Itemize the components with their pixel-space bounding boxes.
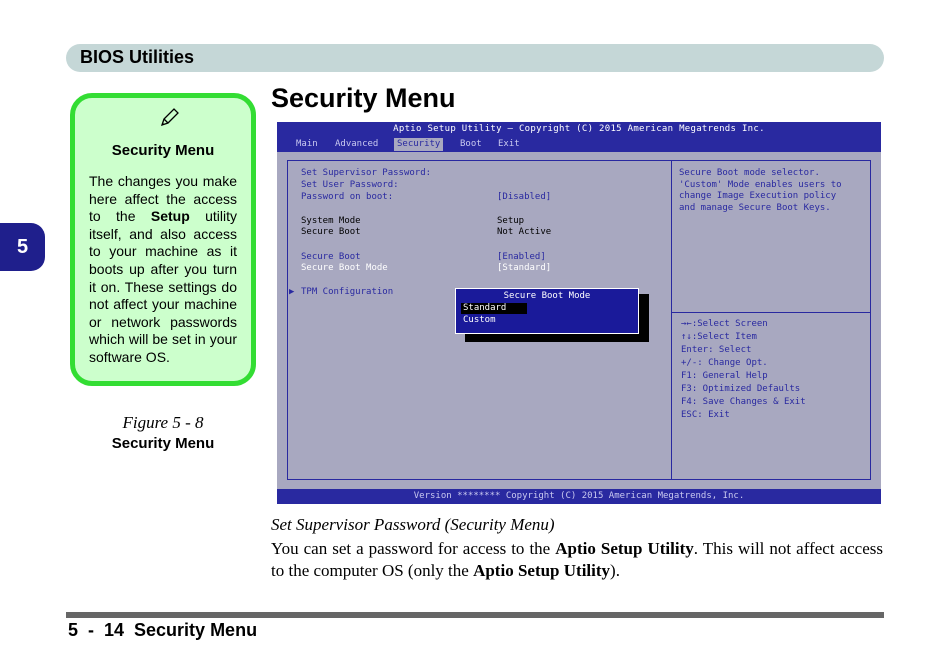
- bios-tab-boot[interactable]: Boot: [460, 139, 482, 149]
- note-body-part-2: utility itself, and also access to your machine as it boots up after you turn it on. These settings do not affect your machine or network passwords which will be set in your software OS.: [89, 208, 237, 365]
- system-mode-value: Setup: [497, 216, 525, 226]
- set-user-password[interactable]: Set User Password:: [301, 180, 399, 190]
- note-body-bold: Setup: [150, 208, 190, 225]
- section-heading: Set Supervisor Password (Security Menu): [271, 515, 555, 534]
- secure-boot-status: Secure Boot: [301, 227, 361, 237]
- chapter-tab: 5: [0, 223, 45, 271]
- submenu-arrow-icon: ▶: [289, 287, 295, 297]
- figure-number: Figure 5 - 8: [122, 413, 204, 432]
- tpm-configuration[interactable]: TPM Configuration: [301, 287, 394, 297]
- bios-tab-main[interactable]: Main: [296, 139, 318, 149]
- bios-title: Aptio Setup Utility – Copyright (C) 2015 American Megatrends Inc.: [277, 122, 881, 137]
- header-bar: [66, 44, 884, 72]
- popup-option-custom[interactable]: Custom: [463, 315, 496, 325]
- bios-tab-exit[interactable]: Exit: [498, 139, 520, 149]
- figure-caption: [70, 413, 256, 452]
- section-text-2: . This will not affect access to the computer OS (only the: [271, 539, 883, 580]
- footer-text: 5 - 14 Security Menu: [68, 620, 258, 640]
- secure-boot-mode[interactable]: Secure Boot Mode: [301, 263, 388, 273]
- page-title: Security Menu: [271, 83, 456, 113]
- figure-title: Security Menu: [111, 435, 215, 452]
- section-bold-2: Aptio Setup Utility: [473, 561, 611, 580]
- bios-divider-horizontal: [672, 312, 871, 313]
- popup-option-standard[interactable]: Standard: [461, 303, 527, 314]
- secure-boot[interactable]: Secure Boot: [301, 252, 361, 262]
- section-text-3: ).: [610, 561, 620, 580]
- bios-tabs: [277, 137, 881, 152]
- bios-key-legend: →←:Select Screen ↑↓:Select Item Enter: Select +/-: Change Opt. F1: General Help F3: Optimized Defaults F4: Save Changes & Exit ESC: Exit: [681, 319, 806, 420]
- secure-boot-status-value: Not Active: [497, 227, 552, 237]
- bios-divider: [671, 160, 672, 480]
- bios-screenshot: [277, 122, 881, 504]
- secure-boot-value: [Enabled]: [497, 252, 546, 262]
- section-bold-1: Aptio Setup Utility: [555, 539, 694, 558]
- set-supervisor-password[interactable]: Set Supervisor Password:: [301, 168, 432, 178]
- note-body: [89, 173, 237, 367]
- secure-boot-mode-value: [Standard]: [497, 263, 552, 273]
- section-text: [271, 538, 883, 582]
- bios-footer: Version ******** Copyright (C) 2015 American Megatrends, Inc.: [277, 489, 881, 504]
- header-title: BIOS Utilities: [80, 47, 195, 67]
- system-mode: System Mode: [301, 216, 361, 226]
- section-text-1: You can set a password for access to the: [271, 539, 556, 558]
- password-on-boot[interactable]: Password on boot:: [301, 192, 394, 202]
- note-box: [70, 93, 256, 386]
- note-title: Security Menu: [111, 142, 215, 159]
- note-body-part-1: The changes you make here affect the access to the: [89, 173, 237, 225]
- bios-help-text: Secure Boot mode selector. 'Custom' Mode enables users to change Image Execution policy and manage Secure Boot Keys.: [679, 168, 842, 213]
- pencil-icon: [157, 106, 181, 130]
- bios-tab-security[interactable]: Security: [394, 138, 443, 151]
- password-on-boot-value: [Disabled]: [497, 192, 552, 202]
- popup-title: Secure Boot Mode: [503, 291, 591, 301]
- secure-boot-mode-popup: [455, 288, 639, 334]
- bios-tab-advanced[interactable]: Advanced: [335, 139, 379, 149]
- footer-rule: [66, 612, 884, 618]
